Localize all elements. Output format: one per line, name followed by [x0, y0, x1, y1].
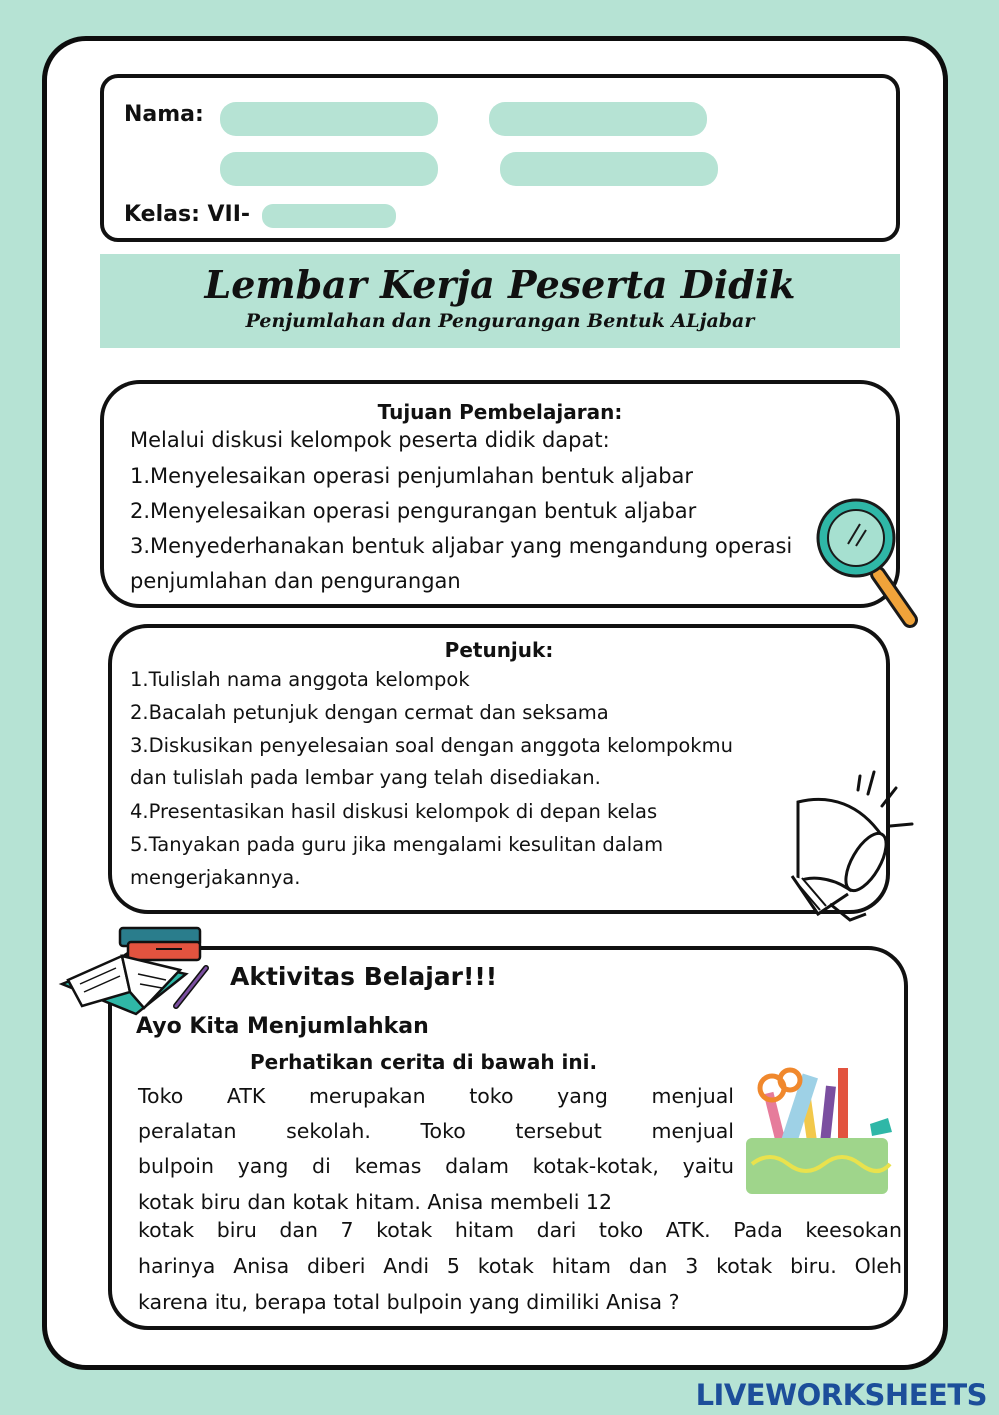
guide-item: mengerjakannya.	[130, 866, 301, 889]
guide-item: 2.Bacalah petunjuk dengan cermat dan seksama	[130, 701, 609, 724]
name-input-3[interactable]	[220, 152, 438, 186]
activity-title: Aktivitas Belajar!!!	[230, 962, 498, 991]
story-line: harinya Anisa diberi Andi 5 kotak hitam dan 3 kotak biru. Oleh	[138, 1254, 902, 1278]
name-input-2[interactable]	[489, 102, 707, 136]
story-line: kotak biru dan 7 kotak hitam dari toko ATK. Pada keesokan	[138, 1218, 902, 1242]
name-input-4[interactable]	[500, 152, 718, 186]
activity-instruction: Perhatikan cerita di bawah ini.	[250, 1050, 598, 1074]
guide-heading: Petunjuk:	[444, 638, 554, 662]
story-line: peralatan sekolah. Toko tersebut menjual	[138, 1119, 734, 1143]
goal-item: 3.Menyederhanakan bentuk aljabar yang mengandung operasi	[130, 534, 793, 558]
goals-heading: Tujuan Pembelajaran:	[377, 400, 623, 424]
watermark-logo: LIVEWORKSHEETS	[695, 1378, 987, 1412]
name-label: Nama:	[124, 102, 204, 127]
page-title: Lembar Kerja Peserta Didik	[204, 262, 796, 307]
guide-item: dan tulislah pada lembar yang telah disediakan.	[130, 766, 601, 789]
goal-item: 1.Menyelesaikan operasi penjumlahan bentuk aljabar	[130, 464, 694, 488]
learning-goals-box	[100, 380, 900, 608]
guide-item: 3.Diskusikan penyelesaian soal dengan anggota kelompokmu	[130, 734, 733, 757]
page-subtitle: Penjumlahan dan Pengurangan Bentuk ALjabar	[245, 310, 755, 332]
goals-intro: Melalui diskusi kelompok peserta didik dapat:	[130, 428, 610, 452]
megaphone-icon	[770, 764, 920, 924]
stationery-cup-icon	[742, 1062, 898, 1198]
class-input[interactable]	[262, 204, 396, 228]
identity-box	[100, 74, 900, 242]
goal-item: penjumlahan dan pengurangan	[130, 569, 461, 593]
story-line: bulpoin yang di kemas dalam kotak-kotak, yaitu	[138, 1154, 734, 1178]
goal-item: 2.Menyelesaikan operasi pengurangan bentuk aljabar	[130, 499, 697, 523]
books-icon	[58, 922, 214, 1022]
story-line: Toko ATK merupakan toko yang menjual	[138, 1084, 734, 1108]
guide-item: 4.Presentasikan hasil diskusi kelompok di depan kelas	[130, 800, 658, 823]
class-label: Kelas: VII-	[124, 202, 251, 227]
guide-item: 1.Tulislah nama anggota kelompok	[130, 668, 470, 691]
guide-item: 5.Tanyakan pada guru jika mengalami kesulitan dalam	[130, 833, 664, 856]
story-line: kotak biru dan kotak hitam. Anisa membeli 12	[138, 1190, 613, 1214]
name-input-1[interactable]	[220, 102, 438, 136]
magnifier-icon	[812, 496, 922, 636]
title-banner	[100, 254, 900, 348]
story-line: karena itu, berapa total bulpoin yang dimiliki Anisa ?	[138, 1290, 680, 1314]
activity-subtitle: Ayo Kita Menjumlahkan	[136, 1014, 429, 1039]
